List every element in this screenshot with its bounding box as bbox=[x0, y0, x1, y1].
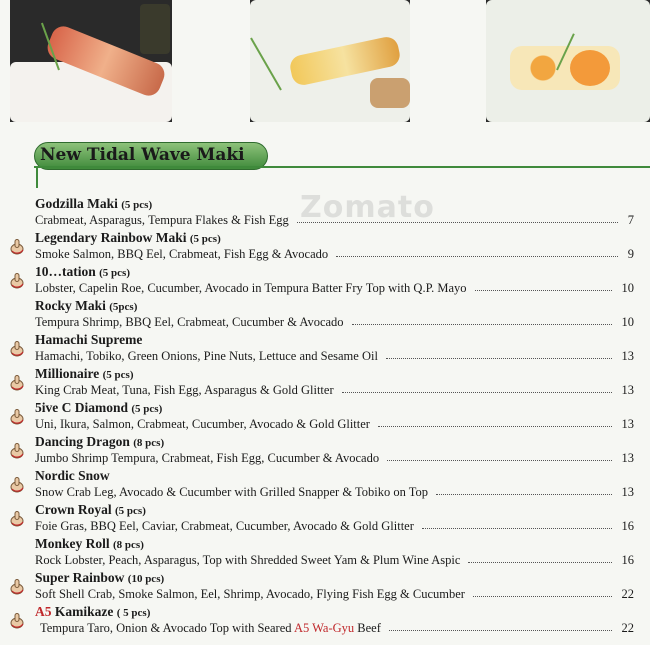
item-piece-count: (5 pcs) bbox=[99, 267, 130, 279]
section-header bbox=[34, 142, 650, 182]
item-description bbox=[35, 553, 460, 568]
item-description bbox=[35, 213, 289, 228]
watermark-logo: Zomato bbox=[300, 190, 435, 225]
item-name bbox=[35, 332, 142, 348]
item-price: 22 bbox=[621, 587, 634, 601]
item-price: 9 bbox=[627, 247, 634, 261]
item-price: 10 bbox=[621, 281, 634, 295]
item-name bbox=[35, 298, 137, 314]
item-description bbox=[35, 417, 370, 432]
section-divider bbox=[34, 166, 650, 168]
menu-item bbox=[0, 366, 650, 400]
menu-item bbox=[0, 604, 650, 638]
section-title: New Tidal Wave Maki bbox=[40, 145, 245, 165]
item-name-text: Hamachi Supreme bbox=[35, 332, 143, 347]
item-name bbox=[35, 264, 130, 280]
item-description-highlight: A5 Wa-Gyu bbox=[293, 621, 355, 635]
item-name bbox=[35, 570, 164, 586]
sushi-photo-3 bbox=[486, 0, 650, 122]
dot-leader bbox=[468, 552, 612, 563]
item-price: 13 bbox=[621, 417, 634, 431]
dot-leader bbox=[352, 314, 612, 325]
item-piece-count: (5 pcs) bbox=[121, 199, 153, 211]
item-piece-count: (5 pcs) bbox=[115, 505, 146, 517]
item-name bbox=[35, 536, 144, 552]
item-description-text: Tempura Shrimp, BBQ Eel, Crabmeat, Cucumber & Avocado bbox=[35, 315, 344, 329]
item-price: 13 bbox=[621, 383, 634, 397]
item-price: 22 bbox=[621, 621, 634, 635]
item-piece-count: ( 5 pcs) bbox=[116, 607, 151, 619]
item-name-text: Crown Royal bbox=[35, 502, 112, 517]
chef-recommend-icon bbox=[8, 238, 26, 256]
item-name bbox=[35, 230, 221, 246]
item-description bbox=[35, 247, 328, 262]
item-description-text: Tempura Taro, Onion & Avocado Top with Seared bbox=[40, 621, 292, 635]
item-name-text: 5ive C Diamond bbox=[35, 400, 129, 415]
photo-strip bbox=[0, 0, 650, 130]
item-description-text: Foie Gras, BBQ Eel, Caviar, Crabmeat, Cucumber, Avocado & Gold Glitter bbox=[35, 519, 414, 533]
chef-recommend-icon bbox=[8, 612, 26, 630]
item-description-text: Jumbo Shrimp Tempura, Crabmeat, Fish Egg, Cucumber & Avocado bbox=[35, 451, 380, 465]
menu-item bbox=[0, 468, 650, 502]
dot-leader bbox=[473, 586, 612, 597]
item-name-text: Monkey Roll bbox=[35, 536, 110, 551]
dot-leader bbox=[389, 620, 612, 631]
item-description bbox=[35, 349, 378, 364]
chef-recommend-icon bbox=[8, 510, 26, 528]
item-name bbox=[35, 604, 150, 620]
item-description-text: Smoke Salmon, BBQ Eel, Crabmeat, Fish Egg & Avocado bbox=[35, 247, 329, 261]
item-name-text: 10…tation bbox=[35, 264, 96, 279]
item-description-text: King Crab Meat, Tuna, Fish Egg, Asparagus & Gold Glitter bbox=[35, 383, 334, 397]
chef-recommend-icon bbox=[8, 272, 26, 290]
item-description-suffix: Beef bbox=[357, 621, 381, 635]
menu-item bbox=[0, 298, 650, 332]
sushi-photo-1 bbox=[10, 0, 172, 122]
menu-item bbox=[0, 332, 650, 366]
item-name bbox=[35, 400, 162, 416]
item-description-text: Uni, Ikura, Salmon, Crabmeat, Cucumber, Avocado & Gold Glitter bbox=[35, 417, 370, 431]
dot-leader bbox=[297, 212, 618, 223]
menu-item bbox=[0, 400, 650, 434]
item-name bbox=[35, 502, 146, 518]
item-name-prefix: A5 bbox=[35, 604, 52, 619]
item-name-text: Nordic Snow bbox=[35, 468, 110, 483]
item-name bbox=[35, 366, 133, 382]
item-description bbox=[35, 587, 465, 602]
item-description bbox=[35, 519, 414, 534]
item-description-text: Hamachi, Tobiko, Green Onions, Pine Nuts, Lettuce and Sesame Oil bbox=[35, 349, 378, 363]
item-piece-count: (8 pcs) bbox=[133, 437, 165, 449]
item-description-text: Lobster, Capelin Roe, Cucumber, Avocado in Tempura Batter Fry Top with Q.P. Mayo bbox=[35, 281, 467, 295]
item-name-text: Kamikaze bbox=[54, 604, 114, 619]
menu-list bbox=[0, 196, 650, 638]
item-name bbox=[35, 196, 152, 212]
chef-recommend-icon bbox=[8, 408, 26, 426]
item-description bbox=[35, 383, 334, 398]
section-divider-vertical bbox=[36, 166, 38, 188]
item-piece-count: (5 pcs) bbox=[102, 369, 134, 381]
chef-recommend-icon bbox=[8, 374, 26, 392]
item-description bbox=[35, 451, 379, 466]
item-price: 16 bbox=[621, 553, 634, 567]
item-price: 13 bbox=[621, 485, 634, 499]
item-name-text: Rocky Maki bbox=[35, 298, 106, 313]
dot-leader bbox=[336, 246, 618, 257]
item-price: 13 bbox=[621, 349, 634, 363]
item-name-text: Dancing Dragon bbox=[35, 434, 130, 449]
item-description bbox=[35, 281, 467, 296]
item-name-text: Millionaire bbox=[35, 366, 100, 381]
dot-leader bbox=[386, 348, 612, 359]
item-description-text: Snow Crab Leg, Avocado & Cucumber with Grilled Snapper & Tobiko on Top bbox=[35, 485, 428, 499]
dot-leader bbox=[342, 382, 612, 393]
dot-leader bbox=[436, 484, 612, 495]
dot-leader bbox=[387, 450, 612, 461]
item-description bbox=[40, 621, 381, 636]
item-name bbox=[35, 434, 164, 450]
menu-item bbox=[0, 434, 650, 468]
menu-item bbox=[0, 502, 650, 536]
item-description-text: Rock Lobster, Peach, Asparagus, Top with Shredded Sweet Yam & Plum Wine Aspic bbox=[35, 553, 461, 567]
item-name bbox=[35, 468, 110, 484]
dot-leader bbox=[422, 518, 612, 529]
item-description bbox=[35, 485, 428, 500]
item-piece-count: (8 pcs) bbox=[113, 539, 144, 551]
menu-item bbox=[0, 570, 650, 604]
item-name-text: Super Rainbow bbox=[35, 570, 125, 585]
menu-item bbox=[0, 536, 650, 570]
item-price: 7 bbox=[627, 213, 634, 227]
menu-item bbox=[0, 230, 650, 264]
item-description-text: Soft Shell Crab, Smoke Salmon, Eel, Shrimp, Avocado, Flying Fish Egg & Cucumber bbox=[35, 587, 465, 601]
item-description bbox=[35, 315, 344, 330]
chef-recommend-icon bbox=[8, 476, 26, 494]
item-description-text: Crabmeat, Asparagus, Tempura Flakes & Fish Egg bbox=[35, 213, 289, 227]
chef-recommend-icon bbox=[8, 578, 26, 596]
item-name-text: Legendary Rainbow Maki bbox=[35, 230, 187, 245]
item-price: 13 bbox=[621, 451, 634, 465]
item-price: 16 bbox=[621, 519, 634, 533]
dot-leader bbox=[378, 416, 612, 427]
chef-recommend-icon bbox=[8, 442, 26, 460]
menu-item bbox=[0, 264, 650, 298]
dot-leader bbox=[475, 280, 612, 291]
item-piece-count: (5 pcs) bbox=[189, 233, 221, 245]
item-piece-count: (5 pcs) bbox=[131, 403, 163, 415]
menu-item bbox=[0, 196, 650, 230]
item-piece-count: (5pcs) bbox=[109, 301, 138, 313]
chef-recommend-icon bbox=[8, 340, 26, 358]
item-piece-count: (10 pcs) bbox=[127, 573, 165, 585]
sushi-photo-2 bbox=[250, 0, 410, 122]
item-name-text: Godzilla Maki bbox=[35, 196, 118, 211]
item-price: 10 bbox=[621, 315, 634, 329]
